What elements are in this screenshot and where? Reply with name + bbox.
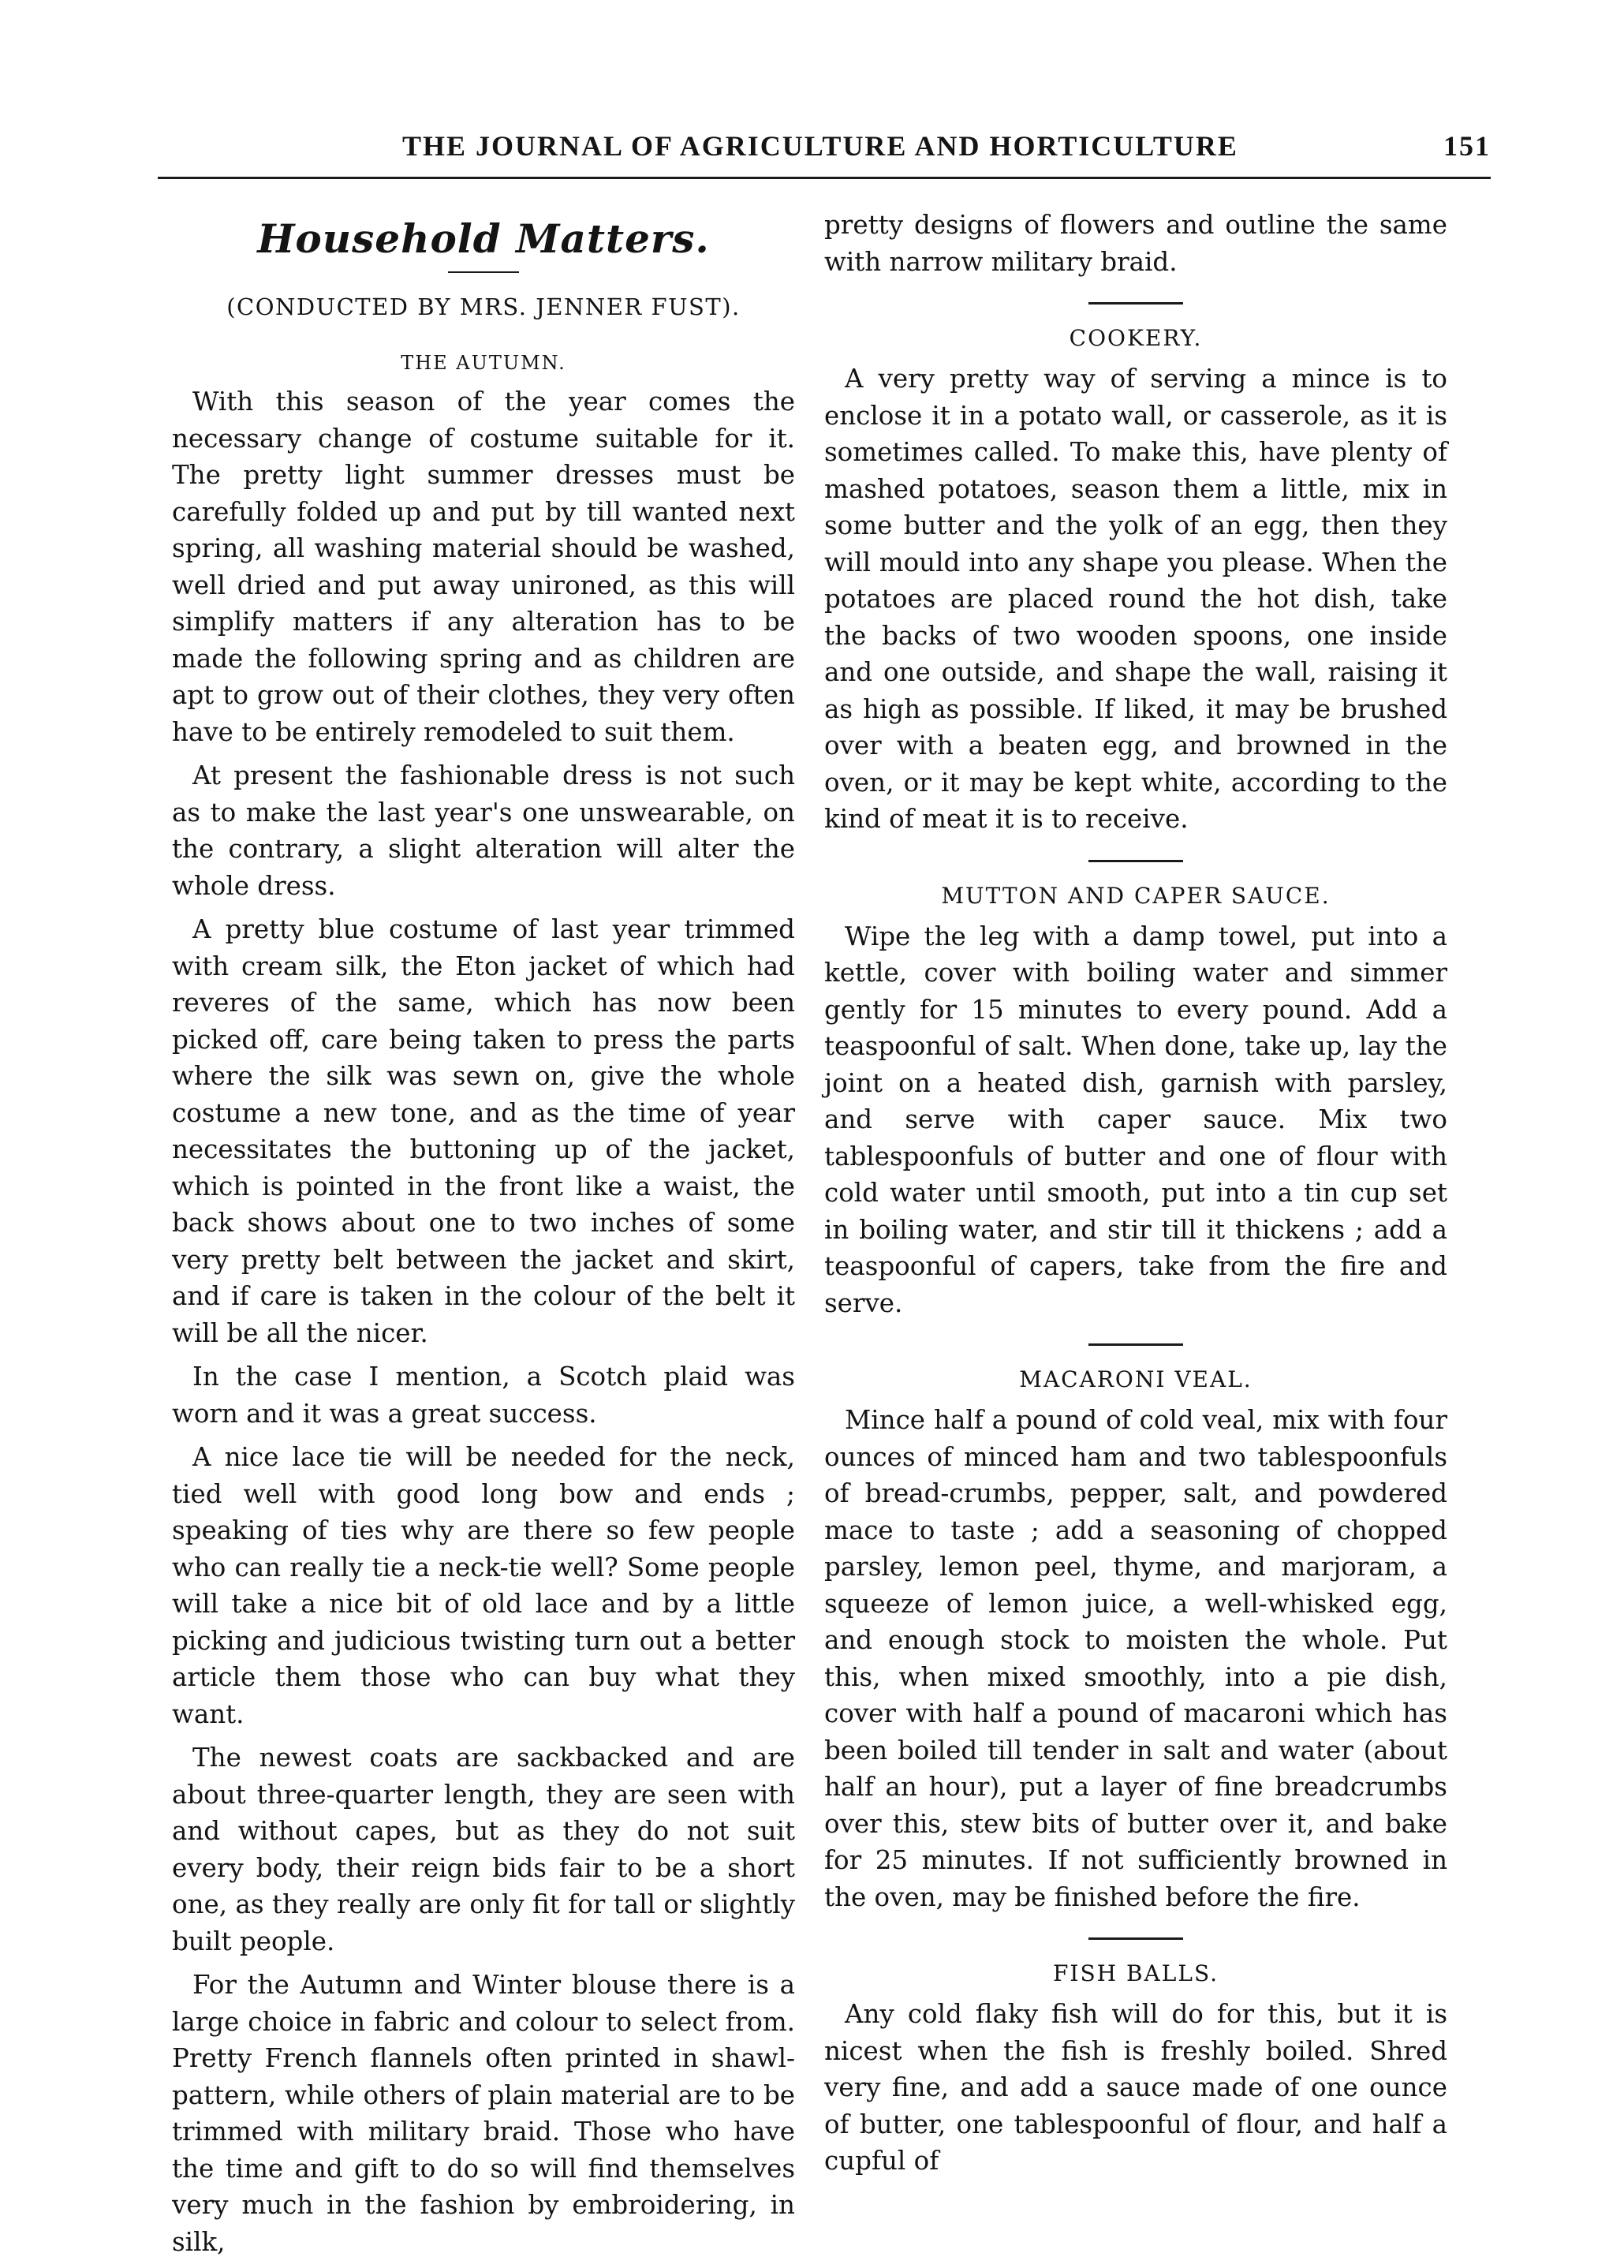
section-separator: [1088, 1937, 1183, 1940]
recipe-heading-mutton: MUTTON AND CAPER SAUCE.: [941, 882, 1331, 909]
recipe-heading-macaroni: MACARONI VEAL.: [1019, 1366, 1253, 1392]
header-rule: [158, 177, 1491, 179]
masthead-rule: [448, 271, 519, 273]
recipe-body: Any cold flaky fish will do for this, but it is nicest when the fish is freshly boiled. Shred very fine, and add a sauce made of one ounce of butter, one tablespoonful of flour, and half a cupful of: [824, 1999, 1447, 2176]
recipe-heading-fish-balls: FISH BALLS.: [1052, 1960, 1219, 1986]
recipe-body: Mince half a pound of cold veal, mix with four ounces of minced ham and two tablespoonfuls of bread-crumbs, pepper, salt, and powdered mace to taste ; add a seasoning of chopped parsley, lemon peel, thyme, and marjoram, a squeeze of lemon juice, a well-whisked egg, and enough stock to moisten the whole. Put this, when mixed smoothly, into a pie dish, cover with half a pound of macaroni which has been boiled till tender in salt and water (about half an hour), put a layer of fine breadcrumbs over this, stew bits of butter over it, and bake for 25 minutes. If not sufficiently browned in the oven, may be finished before the fire.: [824, 1405, 1447, 1912]
article-paragraph: With this season of the year comes the necessary change of costume suitable for it. The pretty light summer dresses must be carefully folded up and put by till wanted next spring, all washing material should be washed, well dried and put away unironed, as this will simplify matters if any alteration has to be made the following spring and as children are apt to grow out of their clothes, they very often have to be entirely remodeled to suit them.: [172, 387, 795, 747]
article-paragraph: A pretty blue costume of last year trimmed with cream silk, the Eton jacket of which had reveres of the same, which has now been picked off, care being taken to press the parts where the silk was sewn on, give the whole costume a new tone, and as the time of year necessitates the buttoning up of the jacket, which is pointed in the front like a waist, the back shows about one to two inches of some very pretty belt between the jacket and skirt, and if care is taken in the colour of the belt it will be all the nicer.: [172, 914, 795, 1348]
journal-title: THE JOURNAL OF AGRICULTURE AND HORTICULTURE: [402, 130, 1238, 162]
article-paragraph: In the case I mention, a Scotch plaid was worn and it was a great success.: [172, 1362, 795, 1429]
article-paragraph: At present the fashionable dress is not such as to make the last year's one unswearable, on the contrary, a slight alteration will alter the whole dress.: [172, 760, 795, 901]
running-header: [158, 125, 1491, 169]
continued-paragraph: pretty designs of flowers and outline the same with narrow military braid.: [824, 210, 1447, 277]
recipe-heading-cookery: COOKERY.: [1069, 325, 1203, 351]
article-paragraph: For the Autumn and Winter blouse there is a large choice in fabric and colour to select from. Pretty French flannels often printed in shawl-pattern, while others of plain material are to be trimmed with military braid. Those who have the time and gift to do so will find themselves very much in the fashion by embroidering, in silk,: [172, 1970, 795, 2257]
section-separator: [1088, 1343, 1183, 1346]
section-separator: [1088, 860, 1183, 862]
article-paragraph: A nice lace tie will be needed for the neck, tied well with good long bow and ends ; speaking of ties why are there so few people who can really tie a neck-tie well? Some people will take a nice bit of old lace and by a little picking and judicious twisting turn out a better article them those who can buy what they want.: [172, 1442, 795, 1729]
recipe-body: Wipe the leg with a damp towel, put into a kettle, cover with boiling water and simmer gently for 15 minutes to every pound. Add a teaspoonful of salt. When done, take up, lay the joint on a heated dish, garnish with parsley, and serve with caper sauce. Mix two tablespoonfuls of butter and one of flour with cold water until smooth, put into a tin cup set in boiling water, and stir till it thickens ; add a teaspoonful of capers, take from the fire and serve.: [824, 921, 1447, 1318]
article-heading-autumn: THE AUTUMN.: [401, 352, 566, 374]
conducted-by-line: (CONDUCTED BY MRS. JENNER FUST).: [226, 293, 741, 320]
article-paragraph: The newest coats are sackbacked and are about three-quarter length, they are seen with and without capes, but as they do not suit every body, their reign bids fair to be a short one, as they really are only fit for tall or slightly built people.: [172, 1743, 795, 1956]
page-number: 151: [1443, 130, 1491, 162]
section-separator: [1088, 302, 1183, 305]
section-masthead: Household Matters.: [257, 215, 710, 262]
right-column: [824, 207, 1447, 2187]
recipe-body: A very pretty way of serving a mince is to enclose it in a potato wall, or casserole, as it is sometimes called. To make this, have plenty of mashed potatoes, season them a little, mix in some butter and the yolk of an egg, then they will mould into any shape you please. When the potatoes are placed round the hot dish, take the backs of two wooden spoons, one inside and one outside, and shape the wall, raising it as high as possible. If liked, it may be brushed over with a beaten egg, and browned in the oven, or it may be kept white, according to the kind of meat it is to receive.: [824, 364, 1447, 834]
left-column: [172, 207, 795, 2267]
